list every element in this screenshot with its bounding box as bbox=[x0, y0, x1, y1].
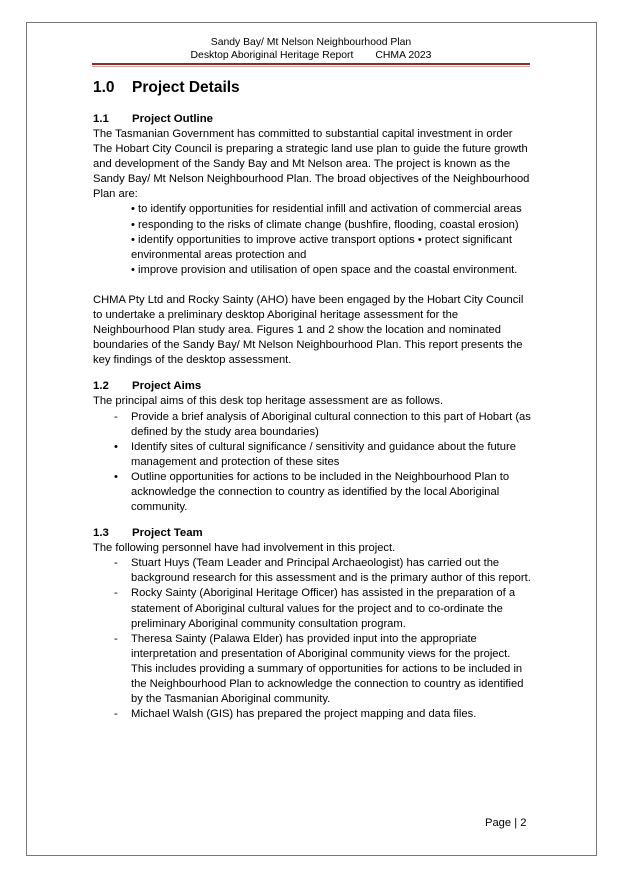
aims-item bbox=[93, 440, 533, 470]
header-line-1: Sandy Bay/ Mt Nelson Neighbourhood Plan bbox=[210, 37, 412, 48]
aims-item bbox=[93, 470, 533, 515]
aims-heading bbox=[93, 379, 533, 394]
objective-item: • identify opportunities to improve active transport options • protect significant environmental areas protection and bbox=[131, 233, 512, 261]
header-report-title: Desktop Aboriginal Heritage Report bbox=[190, 49, 354, 61]
aims-intro: The principal aims of this desk top heritage assessment are as follows. bbox=[93, 395, 444, 408]
team-number: 1.3 bbox=[93, 527, 109, 540]
team-item bbox=[93, 586, 533, 631]
aims-number: 1.2 bbox=[93, 380, 109, 393]
team-intro: The following personnel have had involvement in this project. bbox=[93, 542, 396, 555]
section-number: 1.0 bbox=[93, 79, 115, 96]
header-rule bbox=[92, 63, 530, 65]
header-rule-thin bbox=[92, 66, 530, 67]
aims-title: Project Aims bbox=[132, 380, 202, 393]
list-marker: - bbox=[114, 587, 118, 600]
aims-item-text: Provide a brief analysis of Aboriginal cultural connection to this part of Hobart (as defined by the study area boundaries) bbox=[131, 410, 531, 438]
aims-item-text: Outline opportunities for actions to be included in the Neighbourhood Plan to acknowledge the connection to country as identified by the local Aboriginal community. bbox=[131, 470, 510, 514]
team-item-text: Michael Walsh (GIS) has prepared the project mapping and data files. bbox=[131, 708, 477, 721]
objective-item: • to identify opportunities for residential infill and activation of commercial areas bbox=[131, 203, 522, 216]
objective-item: • improve provision and utilisation of open space and the coastal environment. bbox=[131, 263, 518, 276]
section-title: Project Details bbox=[132, 79, 240, 96]
objective-item: • responding to the risks of climate change (bushfire, flooding, coastal erosion) bbox=[131, 218, 519, 231]
objectives-list bbox=[93, 202, 533, 277]
page-number: Page | 2 bbox=[485, 817, 527, 829]
outline-heading bbox=[93, 112, 533, 127]
outline-paragraph-2: CHMA Pty Ltd and Rocky Sainty (AHO) have been engaged by the Hobart City Council to undertake a preliminary desktop Aboriginal heritage assessment for the Neighbourhood Plan study area. Figures 1 and 2 show the location and nominated boundaries of the Sandy Bay/ Mt Nelson Neighbourhood Plan. This report presents the key findings of the desktop assessment. bbox=[93, 293, 524, 367]
outline-number: 1.1 bbox=[93, 113, 109, 125]
team-title: Project Team bbox=[132, 527, 203, 540]
list-marker: - bbox=[114, 557, 118, 570]
team-item bbox=[93, 632, 533, 707]
outline-intro: The Tasmanian Government has committed to substantial capital investment in order The Hobart City Council is preparing a strategic land use plan to guide the future growth and development of the Sandy Bay and Mt Nelson area. The project is known as the Sandy Bay/ Mt Nelson Neighbourhood Plan. The broad objectives of the Neighbourhood Plan are: bbox=[93, 128, 530, 201]
team-item-text: Rocky Sainty (Aboriginal Heritage Officer) has assisted in the preparation of a statement of Aboriginal cultural values for the project and to co-ordinate the preliminary Aboriginal community consultation program. bbox=[131, 587, 516, 630]
outline-title: Project Outline bbox=[132, 113, 214, 125]
header-line-2 bbox=[0, 50, 622, 63]
team-item-text: Stuart Huys (Team Leader and Principal Archaeologist) has carried out the background research for this assessment and is the primary author of this report. bbox=[131, 557, 531, 585]
list-marker: - bbox=[114, 632, 118, 645]
list-marker: - bbox=[114, 410, 118, 423]
list-marker: • bbox=[114, 470, 118, 483]
header-org: CHMA 2023 bbox=[375, 49, 432, 61]
team-item bbox=[93, 707, 533, 722]
aims-item bbox=[93, 410, 533, 440]
list-marker: • bbox=[114, 440, 118, 453]
team-list bbox=[93, 556, 533, 722]
team-heading bbox=[93, 526, 533, 541]
team-item bbox=[93, 556, 533, 586]
aims-list bbox=[93, 410, 533, 516]
page-body bbox=[93, 78, 533, 722]
running-header bbox=[0, 37, 622, 62]
list-marker: - bbox=[114, 708, 118, 721]
aims-item-text: Identify sites of cultural significance / sensitivity and guidance about the future management and protection of these sites bbox=[131, 440, 516, 468]
section-heading bbox=[93, 78, 533, 98]
team-item-text: Theresa Sainty (Palawa Elder) has provided input into the appropriate interpretation and presentation of Aboriginal community views for the project. This includes providing a summary of opportunities for actions to be included in the Neighbourhood Plan to acknowledge the connection to country as identified by the Tasmanian Aboriginal community. bbox=[131, 632, 524, 706]
